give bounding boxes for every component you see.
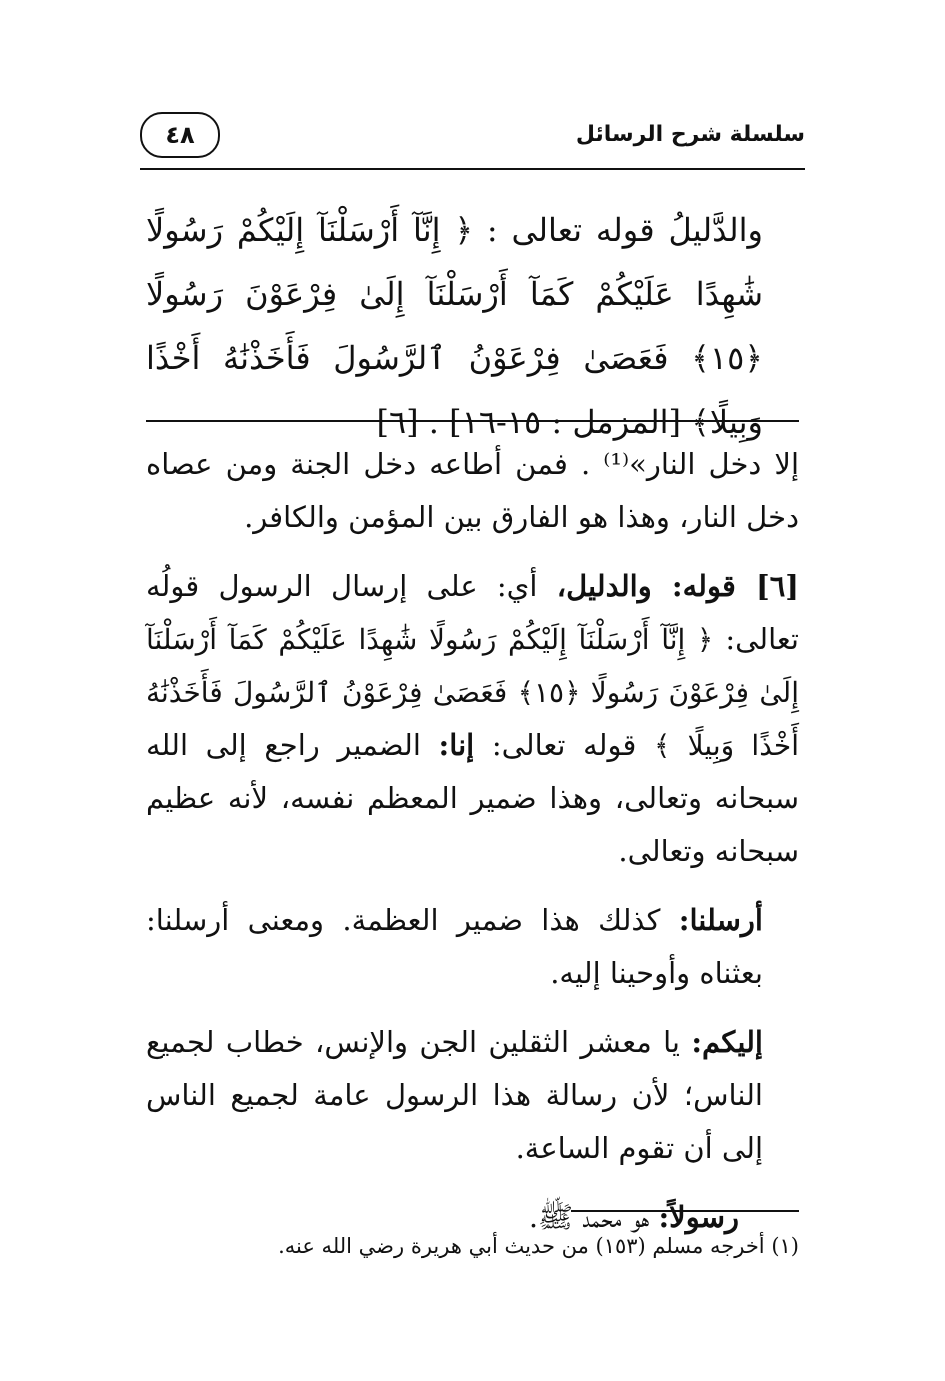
term-rasulan: رسولاً: <box>658 1200 739 1234</box>
footnote: (١) أخرجه مسلم (١٥٣) من حديث أبي هريرة رضي الله عنه. <box>278 1234 799 1258</box>
page-header <box>140 108 805 170</box>
paragraph-4 <box>146 1016 799 1175</box>
term-arsalna: أرسلنا: <box>678 903 763 937</box>
commentary-body <box>146 438 799 1260</box>
term-ilaykum-explanation: يا معشر الثقلين الجن والإنس، خطاب لجميع الناس؛ لأن رسالة هذا الرسول عامة لجميع الناس إلى أن تقوم الساعة. <box>146 1025 763 1165</box>
note-text-2: قوله تعالى: <box>474 728 654 762</box>
paragraph-3 <box>146 894 799 1000</box>
evidence-verse-block: والدَّليلُ قوله تعالى : ﴿ إِنَّآ أَرْسَلْنَآ إِلَيْكُمْ رَسُولًا شَٰهِدًا عَلَيْكُمْ كَمَآ أَرْسَلْنَآ إِلَىٰ فِرْعَوْنَ رَسُولًا ﴿١٥﴾ فَعَصَىٰ فِرْعَوْنُ ٱلرَّسُولَ فَأَخَذْنَٰهُ أَخْذًا وَبِيلًا﴾ [المزمل : ١٥-١٦] . [٦] <box>146 211 763 441</box>
term-rasulan-explanation: هو محمد ﷺ. <box>528 1200 659 1234</box>
term-ilaykum: إليكم: <box>691 1025 763 1059</box>
section-divider <box>146 420 799 422</box>
note-lead: [٦] قوله: والدليل، <box>556 569 799 603</box>
series-title: سلسلة شرح الرسائل <box>575 122 805 147</box>
paragraph-1: إلا دخل النار»⁽¹⁾ . فمن أطاعه دخل الجنة ومن عصاه دخل النار، وهذا هو الفارق بين المؤمن والكافر. <box>146 447 799 534</box>
footnote-divider <box>571 1210 799 1212</box>
header-divider <box>140 168 805 170</box>
term-arsalna-explanation: كذلك هذا ضمير العظمة. ومعنى أرسلنا: بعثناه وأوحينا إليه. <box>146 903 763 990</box>
note-text: أي: على إرسال الرسول قولُه تعالى: <box>146 569 799 656</box>
note-text-3: الضمير راجع إلى الله سبحانه وتعالى، وهذا ضمير المعظم نفسه، لأنه عظيم سبحانه وتعالى. <box>146 728 799 868</box>
term-inna: إنا: <box>438 728 475 762</box>
paragraph-2 <box>146 560 799 878</box>
quran-verse: ﴿ إِنَّآ أَرْسَلْنَآ إِلَيْكُمْ رَسُولًا شَٰهِدًا عَلَيْكُمْ كَمَآ أَرْسَلْنَآ إِلَىٰ فِرْعَوْنَ رَسُولًا ﴿١٥﴾ فَعَصَىٰ فِرْعَوْنُ ٱلرَّسُولَ فَأَخَذْنَٰهُ أَخْذًا وَبِيلًا ﴾ <box>146 623 799 762</box>
page-number-badge: ٤٨ <box>140 112 220 158</box>
